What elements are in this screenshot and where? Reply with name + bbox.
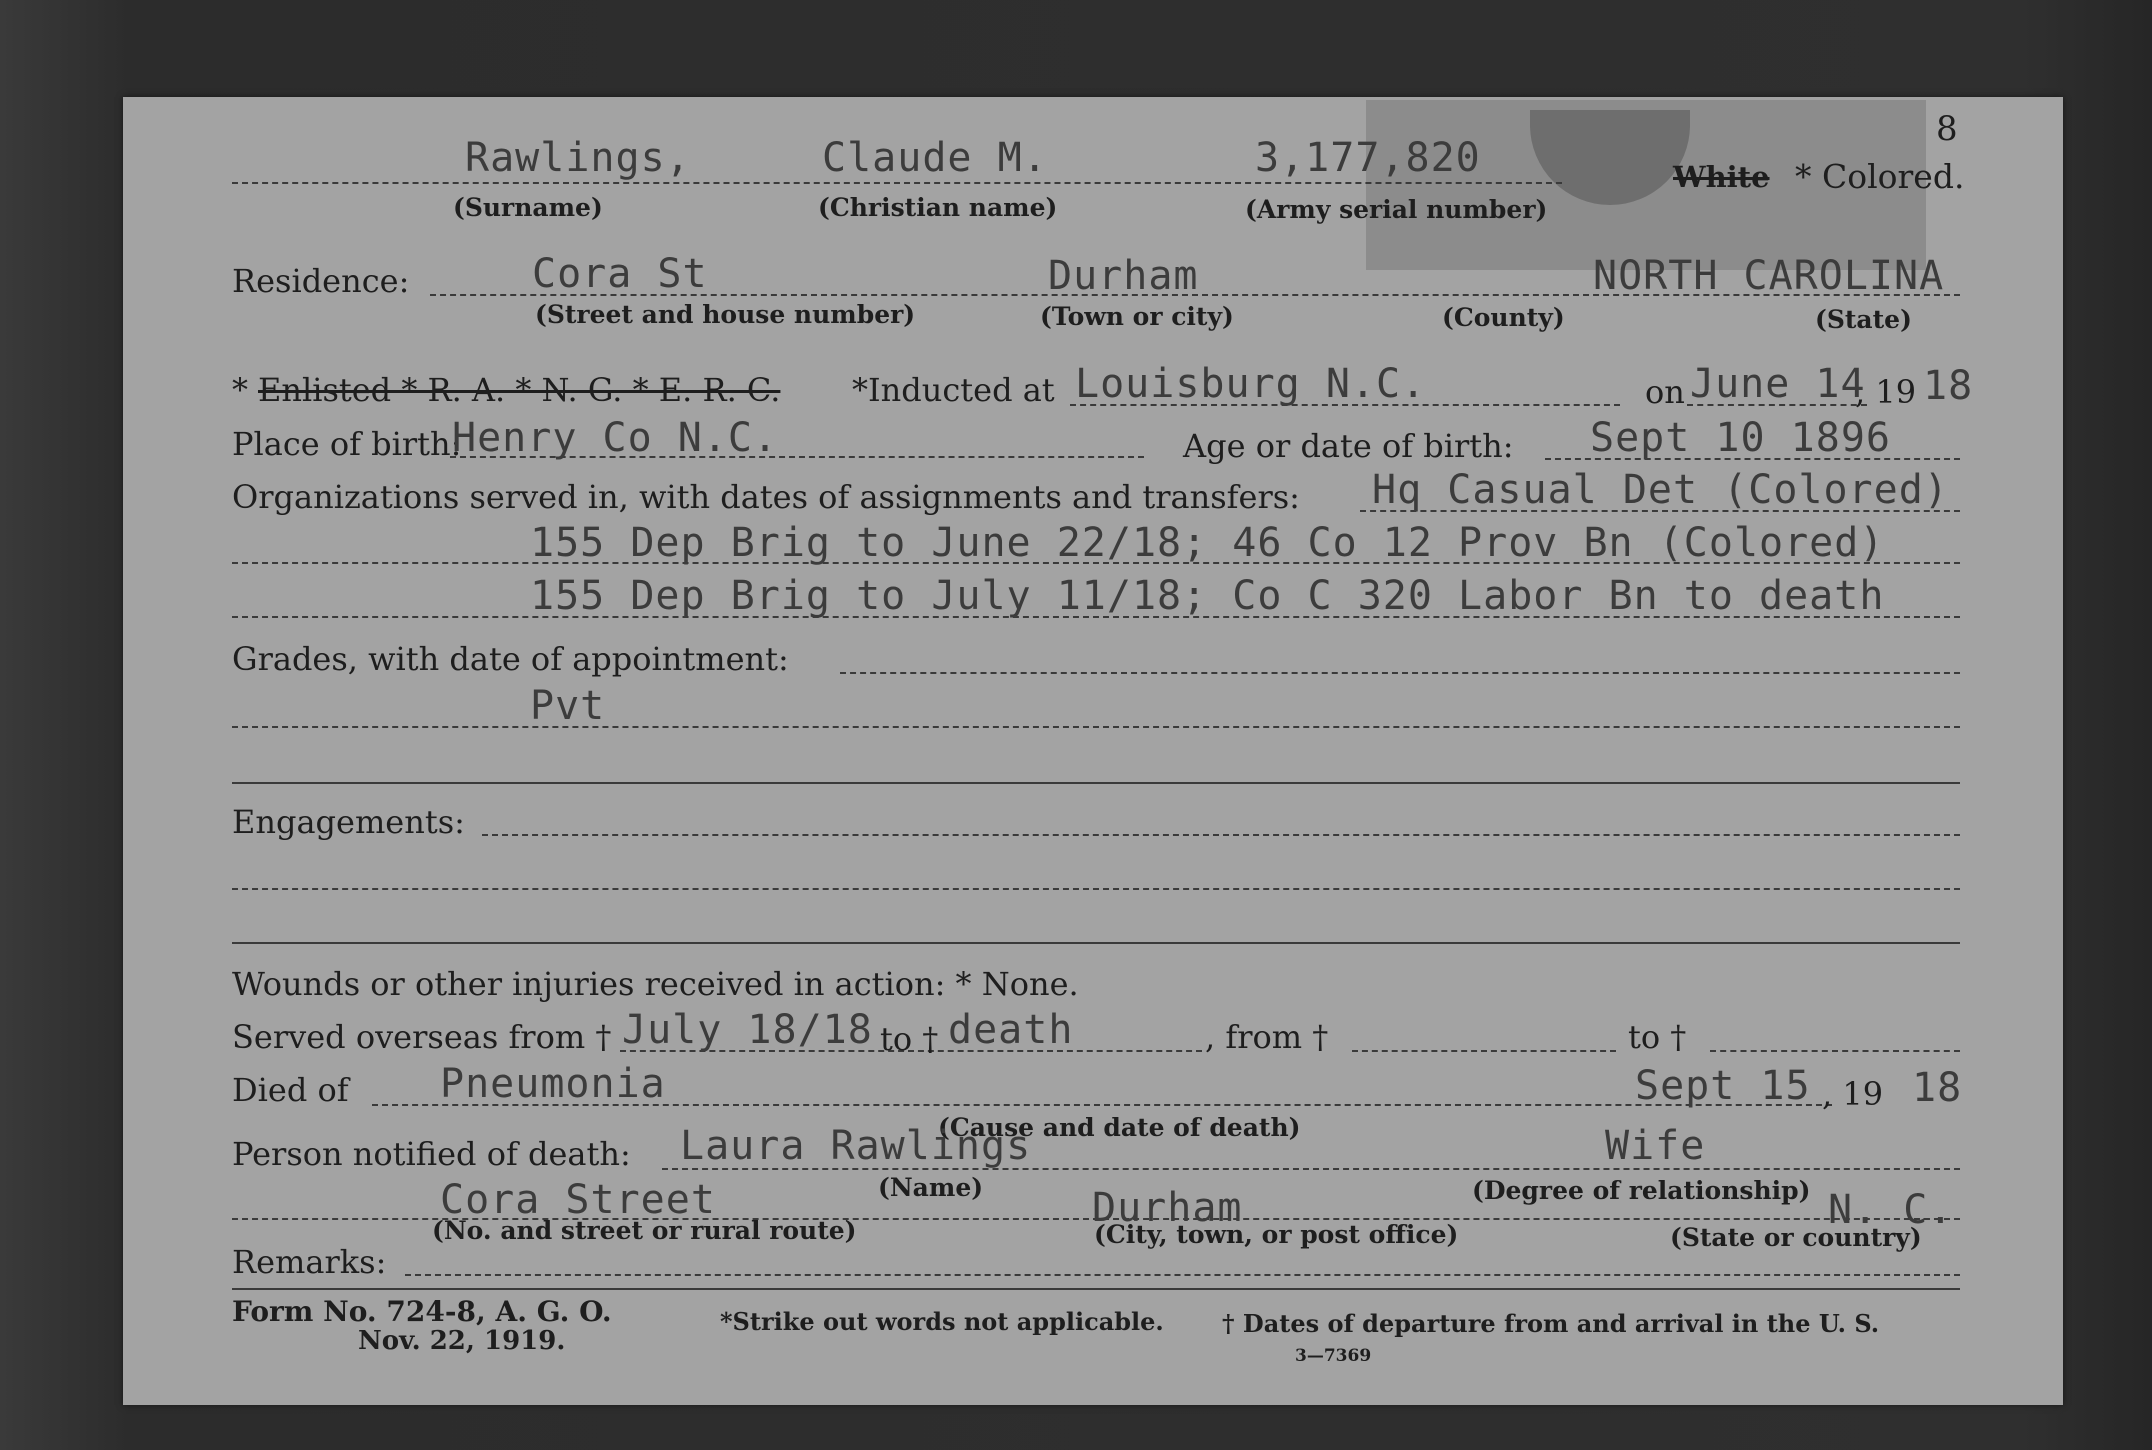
race-white-struck: White (1673, 160, 1770, 194)
serial-number-value: 3,177,820 (1255, 135, 1481, 181)
card-number: 8 (1936, 109, 1958, 149)
death-year-value: 18 (1912, 1065, 1963, 1111)
residence-town: Durham (1048, 253, 1199, 299)
state-label: (State) (1815, 305, 1912, 334)
grades-line-3 (232, 782, 1960, 784)
notified-state-value: N. C. (1828, 1187, 1954, 1233)
residence-state: NORTH CAROLINA (1593, 253, 1945, 299)
header-line (232, 182, 1562, 184)
birth-place-value: Henry Co N.C. (452, 415, 779, 461)
notified-name-value: Laura Rawlings (680, 1123, 1032, 1169)
notified-city-value: Durham (1092, 1185, 1243, 1231)
death-year-prefix: , 19 (1822, 1075, 1884, 1113)
enlisted-struck: Enlisted * R. A. * N. G. * E. R. C. (258, 371, 781, 409)
overseas-to-value: death (948, 1007, 1074, 1053)
cause-label: (Cause and date of death) (938, 1113, 1301, 1142)
form-date: Nov. 22, 1919. (358, 1326, 566, 1356)
died-of-label: Died of (232, 1071, 349, 1109)
town-label: (Town or city) (1040, 302, 1234, 331)
overseas-line-2 (1352, 1050, 1616, 1052)
notified-relationship-value: Wife (1605, 1123, 1706, 1169)
grade-value: Pvt (530, 683, 606, 729)
remarks-line (405, 1274, 1960, 1276)
dates-note: † Dates of departure from and arrival in the U. S. (1222, 1309, 1880, 1338)
footer-rule (232, 1288, 1960, 1290)
engagements-line-3 (232, 942, 1960, 944)
inducted-date-value: June 14 (1690, 361, 1866, 407)
wounds-label: Wounds or other injuries received in action: * None. (232, 965, 1079, 1003)
on-label: on (1645, 373, 1685, 411)
place-of-birth-label: Place of birth: (232, 425, 462, 463)
serial-number-label: (Army serial number) (1245, 195, 1548, 224)
age-label: Age or date of birth: (1183, 427, 1514, 465)
engagements-line-2 (232, 888, 1960, 890)
notified-street-value: Cora Street (440, 1177, 716, 1223)
form-number: Form No. 724-8, A. G. O. (232, 1295, 612, 1328)
print-code: 3—7369 (1295, 1346, 1372, 1366)
surname-label: (Surname) (453, 193, 603, 222)
street-label: (Street and house number) (535, 300, 916, 329)
inducted-at-value: Louisburg N.C. (1075, 361, 1427, 407)
enlist-year-prefix: , 19 (1855, 373, 1917, 411)
city-label: (City, town, or post office) (1094, 1220, 1459, 1249)
grades-line-1 (840, 672, 1960, 674)
grades-label: Grades, with date of appointment: (232, 640, 789, 678)
engagements-label: Engagements: (232, 803, 465, 841)
overseas-to-label: to † (880, 1020, 939, 1058)
overseas-to2-label: to † (1628, 1018, 1687, 1056)
overseas-from-value: July 18/18 (622, 1007, 873, 1053)
death-cause-value: Pneumonia (440, 1061, 666, 1107)
name-label: (Name) (878, 1173, 984, 1202)
engagements-line-1 (482, 834, 1960, 836)
grades-line-2 (232, 726, 1960, 728)
org-value-3: 155 Dep Brig to July 11/18; Co C 320 Labor Bn to death (530, 573, 1885, 619)
remarks-label: Remarks: (232, 1243, 387, 1281)
residence-street: Cora St (532, 251, 708, 297)
residence-label: Residence: (232, 262, 410, 300)
county-label: (County) (1442, 303, 1565, 332)
overseas-from2-label: , from † (1205, 1018, 1329, 1056)
surname-value: Rawlings, (465, 135, 691, 181)
strike-note: *Strike out words not applicable. (720, 1307, 1164, 1336)
overseas-line-3 (1710, 1050, 1960, 1052)
enlistment-asterisk: * (232, 371, 248, 409)
street-route-label: (No. and street or rural route) (432, 1216, 857, 1245)
inducted-label: *Inducted at (852, 371, 1055, 409)
overseas-label: Served overseas from † (232, 1018, 612, 1056)
death-date-value: Sept 15 (1635, 1063, 1811, 1109)
relationship-label: (Degree of relationship) (1472, 1176, 1811, 1205)
christian-name-label: (Christian name) (818, 193, 1058, 222)
notified-label: Person notified of death: (232, 1135, 631, 1173)
state-country-label: (State or country) (1670, 1223, 1922, 1252)
enlist-year-value: 18 (1923, 363, 1974, 409)
race-colored: * Colored. (1795, 157, 1965, 196)
org-value-1: Hq Casual Det (Colored) (1372, 467, 1949, 513)
christian-name-value: Claude M. (822, 135, 1048, 181)
org-value-2: 155 Dep Brig to June 22/18; 46 Co 12 Prov Bn (Colored) (530, 520, 1885, 566)
organizations-label: Organizations served in, with dates of assignments and transfers: (232, 478, 1300, 516)
birth-date-value: Sept 10 1896 (1590, 415, 1891, 461)
